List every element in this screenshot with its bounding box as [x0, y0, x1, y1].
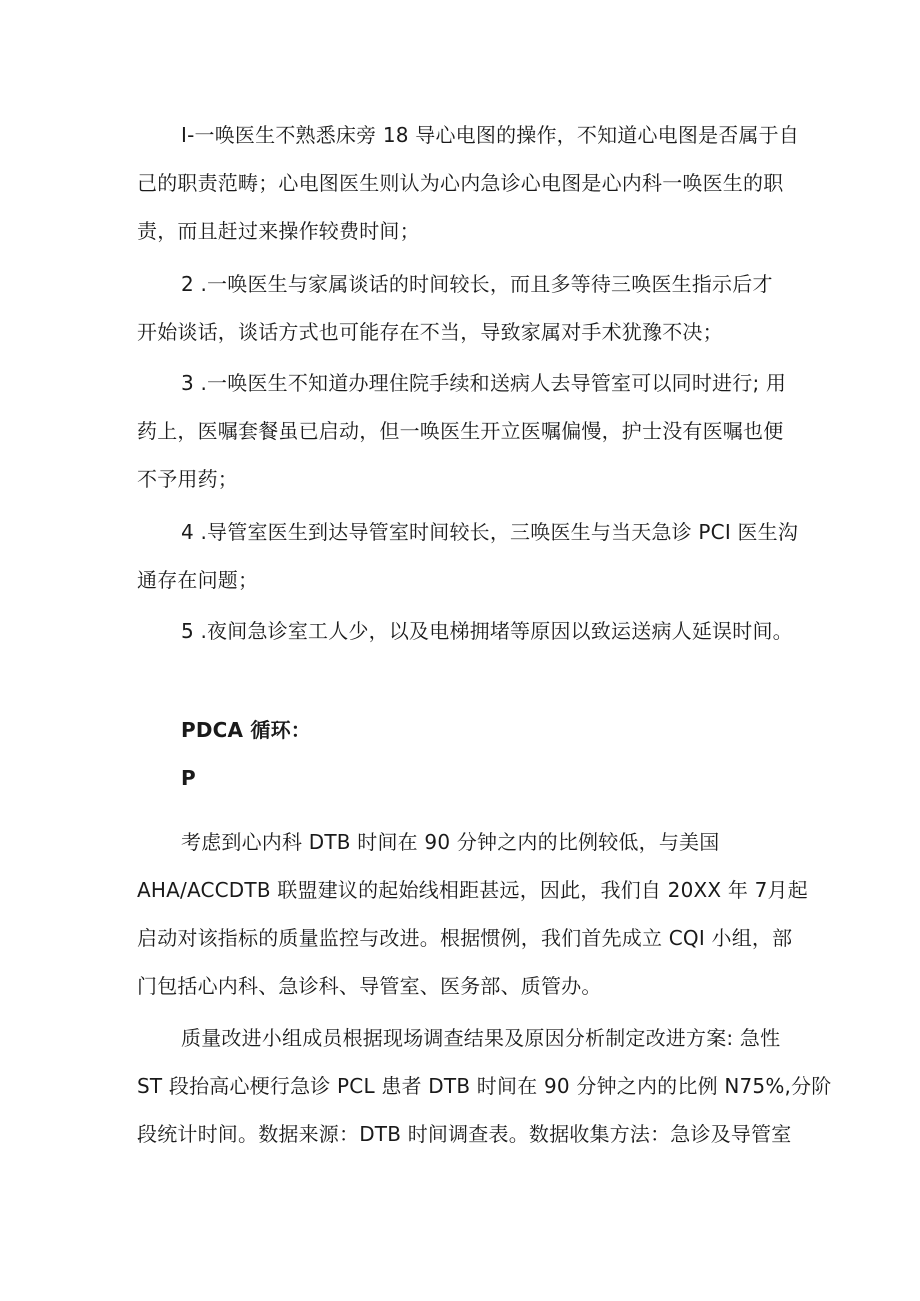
paragraph-1-line-2: AHA/ACCDTB 联盟建议的起始线相距甚远，因此，我们自 20XX 年 7月起 — [137, 878, 808, 902]
list-item-3-line-3: 不予用药； — [137, 467, 238, 491]
paragraph-1-line-1: 考虑到心内科 DTB 时间在 90 分钟之内的比例较低，与美国 — [181, 830, 720, 854]
list-item-2-line-2: 开始谈话，谈话方式也可能存在不当，导致家属对手术犹豫不决； — [137, 320, 723, 344]
list-item-3-line-1: 3 .一唤医生不知道办理住院手续和送病人去导管室可以同时进行; 用 — [181, 371, 787, 395]
heading-pdca: PDCA 循环： — [181, 718, 311, 742]
list-item-3-line-2: 药上，医嘱套餐虽已启动，但一唤医生开立医嘱偏慢，护士没有医嘱也便 — [137, 419, 784, 443]
list-item-4-line-1: 4 .导管室医生到达导管室时间较长，三唤医生与当天急诊 PCI 医生沟 — [181, 520, 799, 544]
list-item-5-line-1: 5 .夜间急诊室工人少，以及电梯拥堵等原因以致运送病人延误时间。 — [181, 619, 793, 643]
heading-p: P — [181, 766, 196, 790]
list-item-1-line-1: I-一唤医生不熟悉床旁 18 导心电图的操作，不知道心电图是否属于自 — [181, 123, 800, 147]
list-item-2-line-1: 2 .一唤医生与家属谈话的时间较长，而且多等待三唤医生指示后才 — [181, 272, 773, 296]
paragraph-2-line-3: 段统计时间。数据来源：DTB 时间调查表。数据收集方法：急诊及导管室 — [137, 1122, 792, 1146]
list-item-1-line-3: 责，而且赶过来操作较费时间； — [137, 219, 420, 243]
list-item-1-line-2: 己的职责范畴；心电图医生则认为心内急诊心电图是心内科一唤医生的职 — [137, 171, 784, 195]
paragraph-1-line-3: 启动对该指标的质量监控与改进。根据惯例，我们首先成立 CQI 小组，部 — [137, 926, 793, 950]
paragraph-2-line-1: 质量改进小组成员根据现场调查结果及原因分析制定改进方案: 急性 — [181, 1026, 781, 1050]
list-item-4-line-2: 通存在问题； — [137, 568, 259, 592]
paragraph-2-line-2: ST 段抬高心梗行急诊 PCL 患者 DTB 时间在 90 分钟之内的比例 N75%,分阶 — [137, 1074, 832, 1098]
paragraph-1-line-4: 门包括心内科、急诊科、导管室、医务部、质管办。 — [137, 974, 602, 998]
